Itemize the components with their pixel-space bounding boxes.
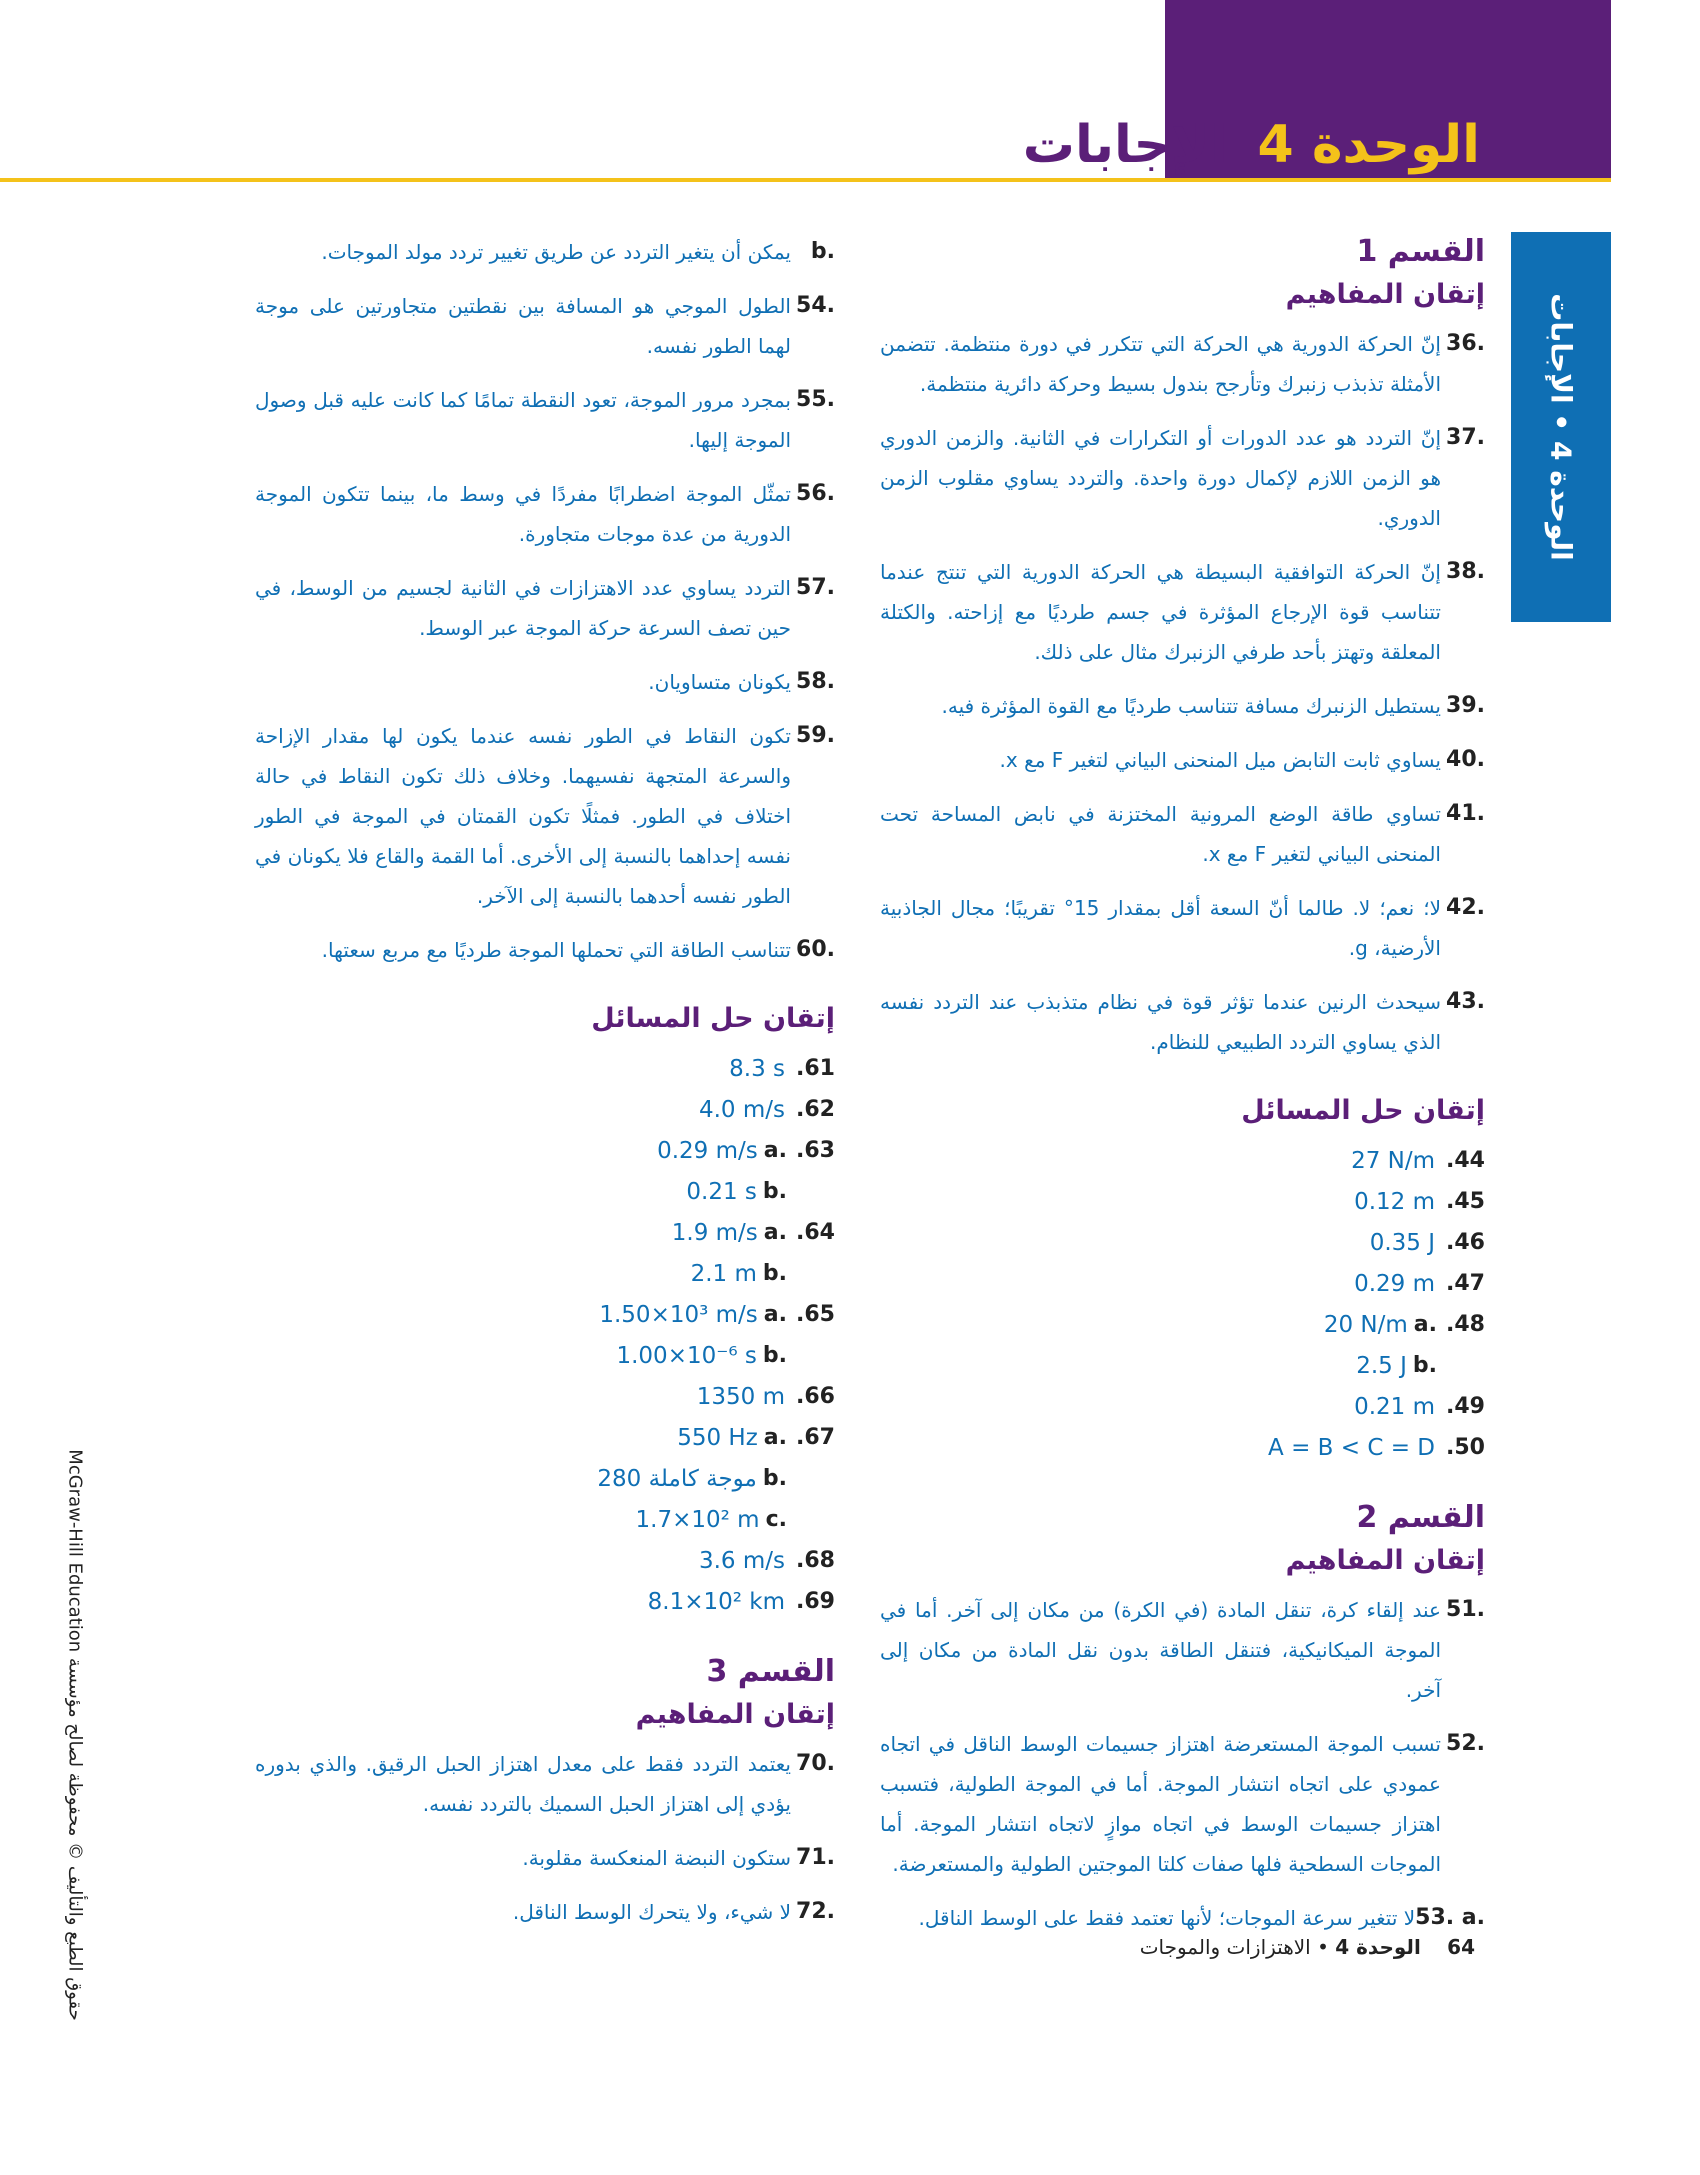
item-text: إنّ الحركة التوافقية البسيطة هي الحركة الدورية التي تنتج عندما تتناسب قوة الإرجاع المؤثرة في جسم طرديًا مع إزاحته. والكتلة المعلقة وتهتز بأحد طرفي الزنبرك مثال على ذلك. xyxy=(880,560,1441,664)
section-3-title: القسم 3 xyxy=(706,1654,835,1689)
footer-topic: • الاهتزازات والموجات xyxy=(1139,1935,1329,1959)
answer-part: .a xyxy=(763,1302,787,1327)
item-number: 38. xyxy=(1446,559,1485,584)
answer-part: .b xyxy=(762,1261,787,1286)
item-text: إنّ التردد هو عدد الدورات أو التكرارات في الثانية. والزمن الدوري هو الزمن اللازم لإكمال دورة واحدة. والتردد يساوي مقلوب الزمن الدوري. xyxy=(880,426,1441,530)
numeric-answer xyxy=(255,1376,835,1417)
item-number: 52. xyxy=(1446,1731,1485,1756)
answer-number: .44 xyxy=(1446,1148,1485,1173)
numeric-answer xyxy=(255,1499,791,1540)
answer-item xyxy=(255,716,835,916)
section-2-concepts-title: إتقان المفاهيم xyxy=(1285,1545,1485,1576)
page-footer xyxy=(1140,1935,1475,1959)
answer-value: 1.00×10⁻⁶ s xyxy=(616,1342,757,1369)
answer-number: .65 xyxy=(796,1302,835,1327)
answer-item xyxy=(880,418,1485,538)
answer-value: 1.7×10² m xyxy=(635,1506,760,1533)
answer-part: .a xyxy=(763,1138,787,1163)
item-text: يساوي ثابت التابض ميل المنحنى البياني لتغير F مع x. xyxy=(999,748,1441,772)
answer-item xyxy=(880,982,1485,1062)
answer-number: .62 xyxy=(796,1097,835,1122)
item-number: 41. xyxy=(1446,801,1485,826)
section-1-title: القسم 1 xyxy=(1356,234,1485,269)
header-rule xyxy=(0,178,1611,182)
item-number: 56. xyxy=(796,481,835,506)
answer-value: A = B < C = D xyxy=(1268,1434,1435,1461)
answer-number: .49 xyxy=(1446,1394,1485,1419)
item-text: سيحدث الرنين عندما تؤثر قوة في نظام متذبذب عند التردد نفسه الذي يساوي التردد الطبيعي للنظام. xyxy=(880,990,1441,1054)
answer-number: .61 xyxy=(796,1056,835,1081)
answer-value: 0.29 m/s xyxy=(657,1137,758,1164)
answer-number: .63 xyxy=(796,1138,835,1163)
copyright-credit: حقوق الطبع والتأليف © محفوظة لصالح مؤسسة McGraw-Hill Education xyxy=(64,1449,86,2021)
answer-number: .67 xyxy=(796,1425,835,1450)
numeric-answer xyxy=(880,1222,1485,1263)
item-text: يعتمد التردد فقط على معدل اهتزاز الحبل الرقيق. والذي بدوره يؤدي إلى اهتزاز الحبل السميك بالتردد نفسه. xyxy=(255,1752,791,1816)
answer-part: .a xyxy=(1413,1312,1437,1337)
answer-value: 550 Hz xyxy=(677,1424,758,1451)
item-text: يكونان متساويان. xyxy=(648,670,791,694)
numeric-answer xyxy=(880,1140,1485,1181)
item-number: 70. xyxy=(796,1751,835,1776)
item-number: 37. xyxy=(1446,425,1485,450)
answer-value: 1.9 m/s xyxy=(671,1219,758,1246)
page-number: 64 xyxy=(1447,1935,1475,1959)
answer-item xyxy=(880,1724,1485,1884)
numeric-answer xyxy=(255,1581,835,1622)
answer-item xyxy=(255,568,835,648)
section-1-problems-title: إتقان حل المسائل xyxy=(1241,1095,1485,1126)
answer-value: 2.5 J xyxy=(1356,1352,1407,1379)
answer-value: 27 N/m xyxy=(1351,1147,1435,1174)
numeric-answer xyxy=(255,1130,835,1171)
numeric-answer xyxy=(880,1181,1485,1222)
item-number: 71. xyxy=(796,1845,835,1870)
answer-item xyxy=(255,1892,835,1932)
answer-item xyxy=(255,286,835,366)
item-number: 36. xyxy=(1446,331,1485,356)
section-2-title: القسم 2 xyxy=(1356,1500,1485,1535)
item-number: 59. xyxy=(796,723,835,748)
answer-item xyxy=(255,380,835,460)
numeric-answer xyxy=(255,1417,835,1458)
answer-number: .45 xyxy=(1446,1189,1485,1214)
numeric-answer xyxy=(255,1294,835,1335)
answer-part: .a xyxy=(763,1220,787,1245)
page-title xyxy=(1023,110,1480,180)
answer-item xyxy=(880,1590,1485,1710)
section-2-problems-title: إتقان حل المسائل xyxy=(591,1003,835,1034)
answer-item xyxy=(880,888,1485,968)
item-text: بمجرد مرور الموجة، تعود النقطة تمامًا كما كانت عليه قبل وصول الموجة إليها. xyxy=(255,388,791,452)
answer-item xyxy=(880,324,1485,404)
item-number: 40. xyxy=(1446,747,1485,772)
numeric-answer xyxy=(880,1386,1485,1427)
numeric-answer xyxy=(255,1212,835,1253)
answer-value: 0.12 m xyxy=(1354,1188,1435,1215)
answer-value: 1350 m xyxy=(696,1383,785,1410)
numeric-answer xyxy=(880,1304,1485,1345)
item-number: 43. xyxy=(1446,989,1485,1014)
item-text: تساوي طاقة الوضع المرونية المختزنة في نابض المساحة تحت المنحنى البياني لتغير F مع x. xyxy=(880,802,1441,866)
numeric-answer xyxy=(255,1540,835,1581)
item-text: تكون النقاط في الطور نفسه عندما يكون لها مقدار الإزاحة والسرعة المتجهة نفسيهما. وخلاف ذلك تكون النقاط في حالة اختلاف في الطور. فمثلًا تكون القمتان في الموجة في الطور نفسه إحداهما بالنسبة إلى الأخرى. أما القمة والقاع فلا يكونان في الطور نفسه أحدهما بالنسبة إلى الآخر. xyxy=(255,724,791,908)
answer-value: 2.1 m xyxy=(690,1260,757,1287)
item-text: لا تتغير سرعة الموجات؛ لأنها تعتمد فقط على الوسط الناقل. xyxy=(918,1906,1416,1930)
item-text: الطول الموجي هو المسافة بين نقطتين متجاورتين على موجة لهما الطور نفسه. xyxy=(255,294,791,358)
item-text: تسبب الموجة المستعرضة اهتزاز جسيمات الوسط الناقل في اتجاه عمودي على اتجاه انتشار الموجة. أما في الموجة الطولية، فتسبب اهتزاز جسيمات الوسط في اتجاه موازٍ لاتجاه انتشار الموجة. أما الموجات السطحية فلها صفات كلتا الموجتين الطولية والمستعرضة. xyxy=(880,1732,1441,1876)
answer-value: 280 موجة كاملة xyxy=(597,1465,757,1492)
footer-unit: الوحدة 4 xyxy=(1335,1935,1421,1959)
answer-value: 8.1×10² km xyxy=(647,1588,785,1615)
item-number: 60. xyxy=(796,937,835,962)
numeric-answer xyxy=(255,1089,835,1130)
answer-value: 0.29 m xyxy=(1354,1270,1435,1297)
item-number: 53. a. xyxy=(1415,1905,1485,1930)
item-number: 39. xyxy=(1446,693,1485,718)
item-text: تتناسب الطاقة التي تحملها الموجة طرديًا مع مربع سعتها. xyxy=(321,938,791,962)
answer-item xyxy=(880,1898,1485,1938)
left-column xyxy=(255,232,835,1946)
answer-item xyxy=(880,794,1485,874)
answer-part: .b xyxy=(762,1179,787,1204)
side-tab-label: الوحدة 4 • الإجابات xyxy=(1544,293,1578,561)
answer-value: 0.21 m xyxy=(1354,1393,1435,1420)
numeric-answer xyxy=(880,1427,1485,1468)
answer-number: .46 xyxy=(1446,1230,1485,1255)
numeric-answer xyxy=(255,1335,791,1376)
numeric-answer xyxy=(255,1171,791,1212)
item-number: 57. xyxy=(796,575,835,600)
answer-number: .64 xyxy=(796,1220,835,1245)
numeric-answer xyxy=(255,1048,835,1089)
answer-value: 4.0 m/s xyxy=(698,1096,785,1123)
side-tab xyxy=(1511,232,1611,622)
answer-value: 0.35 J xyxy=(1369,1229,1435,1256)
answer-item xyxy=(255,474,835,554)
answer-number: .69 xyxy=(796,1589,835,1614)
section-1-concepts-title: إتقان المفاهيم xyxy=(1285,279,1485,310)
answer-number: .66 xyxy=(796,1384,835,1409)
item-number: b. xyxy=(810,239,835,264)
answer-item xyxy=(255,1744,835,1824)
unit-label: الوحدة 4 xyxy=(1257,115,1480,175)
answer-value: 20 N/m xyxy=(1323,1311,1408,1338)
item-number: 42. xyxy=(1446,895,1485,920)
item-text: يستطيل الزنبرك مسافة تتناسب طرديًا مع القوة المؤثرة فيه. xyxy=(941,694,1441,718)
item-text: عند إلقاء كرة، تنقل المادة (في الكرة) من مكان إلى آخر. أما في الموجة الميكانيكية، فتنقل الطاقة بدون نقل المادة من مكان إلى آخر. xyxy=(880,1598,1441,1702)
answer-number: .68 xyxy=(796,1548,835,1573)
answer-item xyxy=(255,232,835,272)
answer-item xyxy=(880,686,1485,726)
answer-value: 3.6 m/s xyxy=(698,1547,785,1574)
numeric-answer xyxy=(255,1458,791,1499)
item-text: يمكن أن يتغير التردد عن طريق تغيير تردد مولد الموجات. xyxy=(321,240,791,264)
numeric-answer xyxy=(880,1345,1441,1386)
numeric-answer xyxy=(880,1263,1485,1304)
answer-part: .b xyxy=(1412,1353,1437,1378)
item-text: لا شيء، ولا يتحرك الوسط الناقل. xyxy=(512,1900,791,1924)
answer-value: 8.3 s xyxy=(729,1055,785,1082)
answer-number: .50 xyxy=(1446,1435,1485,1460)
answer-item xyxy=(880,740,1485,780)
answer-part: .b xyxy=(762,1466,787,1491)
answer-item xyxy=(255,1838,835,1878)
title-text: الإجابات xyxy=(1022,115,1228,175)
answer-part: .c xyxy=(765,1507,787,1532)
item-text: إنّ الحركة الدورية هي الحركة التي تتكرر في دورة منتظمة. تتضمن الأمثلة تذبذب زنبرك وتأرجح بندول بسيط وحركة دائرية منتظمة. xyxy=(880,332,1441,396)
answer-part: .b xyxy=(762,1343,787,1368)
item-text: ستكون النبضة المنعكسة مقلوبة. xyxy=(522,1846,791,1870)
answer-item xyxy=(255,662,835,702)
right-column xyxy=(880,232,1485,1952)
item-number: 55. xyxy=(796,387,835,412)
item-number: 51. xyxy=(1446,1597,1485,1622)
section-3-concepts-title: إتقان المفاهيم xyxy=(635,1699,835,1730)
item-number: 54. xyxy=(796,293,835,318)
answer-part: .a xyxy=(763,1425,787,1450)
answer-value: 0.21 s xyxy=(686,1178,757,1205)
answer-item xyxy=(255,930,835,970)
item-text: تمثّل الموجة اضطرابًا مفردًا في وسط ما، بينما تتكون الموجة الدورية من عدة موجات متجاورة. xyxy=(255,482,791,546)
numeric-answer xyxy=(255,1253,791,1294)
item-text: التردد يساوي عدد الاهتزازات في الثانية لجسيم من الوسط، في حين تصف السرعة حركة الموجة عبر الوسط. xyxy=(255,576,791,640)
item-text: لا؛ نعم؛ لا. طالما أنّ السعة أقل بمقدار 15° تقريبًا؛ مجال الجاذبية الأرضية، g. xyxy=(880,896,1441,960)
item-number: 58. xyxy=(796,669,835,694)
item-number: 72. xyxy=(796,1899,835,1924)
answer-number: .48 xyxy=(1446,1312,1485,1337)
answer-value: 1.50×10³ m/s xyxy=(599,1301,758,1328)
answer-item xyxy=(880,552,1485,672)
answer-number: .47 xyxy=(1446,1271,1485,1296)
